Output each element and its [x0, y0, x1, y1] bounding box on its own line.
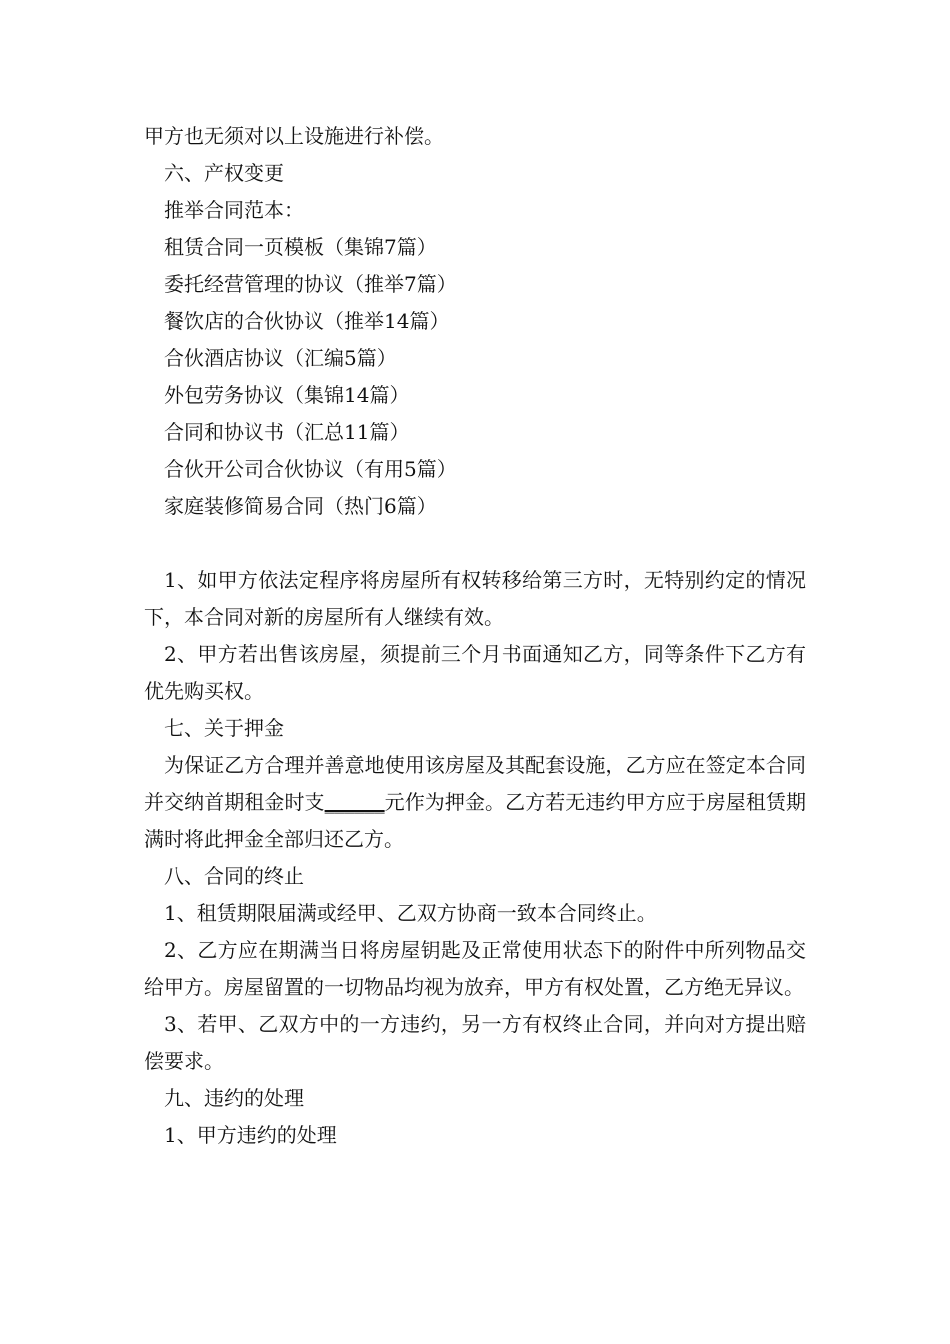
recommended-link-6[interactable]: 合同和协议书（汇总11篇）: [164, 420, 410, 444]
section-7-text-before: 为保证乙方合理并善意地使用该房屋及其配套设施，乙方应在签定本合同并交纳首期租金时支: [144, 753, 806, 814]
section-6-item-1: 1、如甲方依法定程序将房屋所有权转移给第三方时，无特别约定的情况下，本合同对新的房屋所有人继续有效。: [144, 568, 806, 629]
section-9-sub-1: 1、甲方违约的处理: [164, 1123, 337, 1147]
section-6-item-2: 2、甲方若出售该房屋，须提前三个月书面通知乙方，同等条件下乙方有优先购买权。: [144, 642, 806, 703]
recommend-label: 推举合同范本：: [164, 198, 304, 222]
section-8-item-2: 2、乙方应在期满当日将房屋钥匙及正常使用状态下的附件中所列物品交给甲方。房屋留置的一切物品均视为放弃，甲方有权处置，乙方绝无异议。: [144, 938, 806, 999]
recommended-link-8[interactable]: 家庭装修简易合同（热门6篇）: [164, 494, 437, 518]
section-7-text-after: 元作为押金。乙方若无违约甲方应于房屋租赁期满时将此押金全部归还乙方。: [144, 790, 807, 851]
document-body: [144, 118, 806, 1154]
section-8-item-1: 1、租赁期限届满或经甲、乙双方协商一致本合同终止。: [164, 901, 657, 925]
recommended-link-1[interactable]: 租赁合同一页模板（集锦7篇）: [164, 235, 437, 259]
section-9-heading: 九、违约的处理: [164, 1086, 304, 1110]
recommended-link-5[interactable]: 外包劳务协议（集锦14篇）: [164, 383, 410, 407]
paragraph-gap: [144, 525, 806, 562]
section-8-heading: 八、合同的终止: [164, 864, 304, 888]
recommended-link-7[interactable]: 合伙开公司合伙协议（有用5篇）: [164, 457, 457, 481]
section-8-item-3: 3、若甲、乙双方中的一方违约，另一方有权终止合同，并向对方提出赔偿要求。: [144, 1012, 806, 1073]
recommended-link-4[interactable]: 合伙酒店协议（汇编5篇）: [164, 346, 397, 370]
continuation-line: 甲方也无须对以上设施进行补偿。: [144, 124, 444, 148]
recommended-link-2[interactable]: 委托经营管理的协议（推举7篇）: [164, 272, 457, 296]
section-6-heading: 六、产权变更: [164, 161, 284, 185]
recommended-link-3[interactable]: 餐饮店的合伙协议（推举14篇）: [164, 309, 450, 333]
section-7-heading: 七、关于押金: [164, 716, 284, 740]
deposit-amount-blank: ______: [324, 790, 385, 814]
section-7-paragraph: [144, 747, 806, 858]
